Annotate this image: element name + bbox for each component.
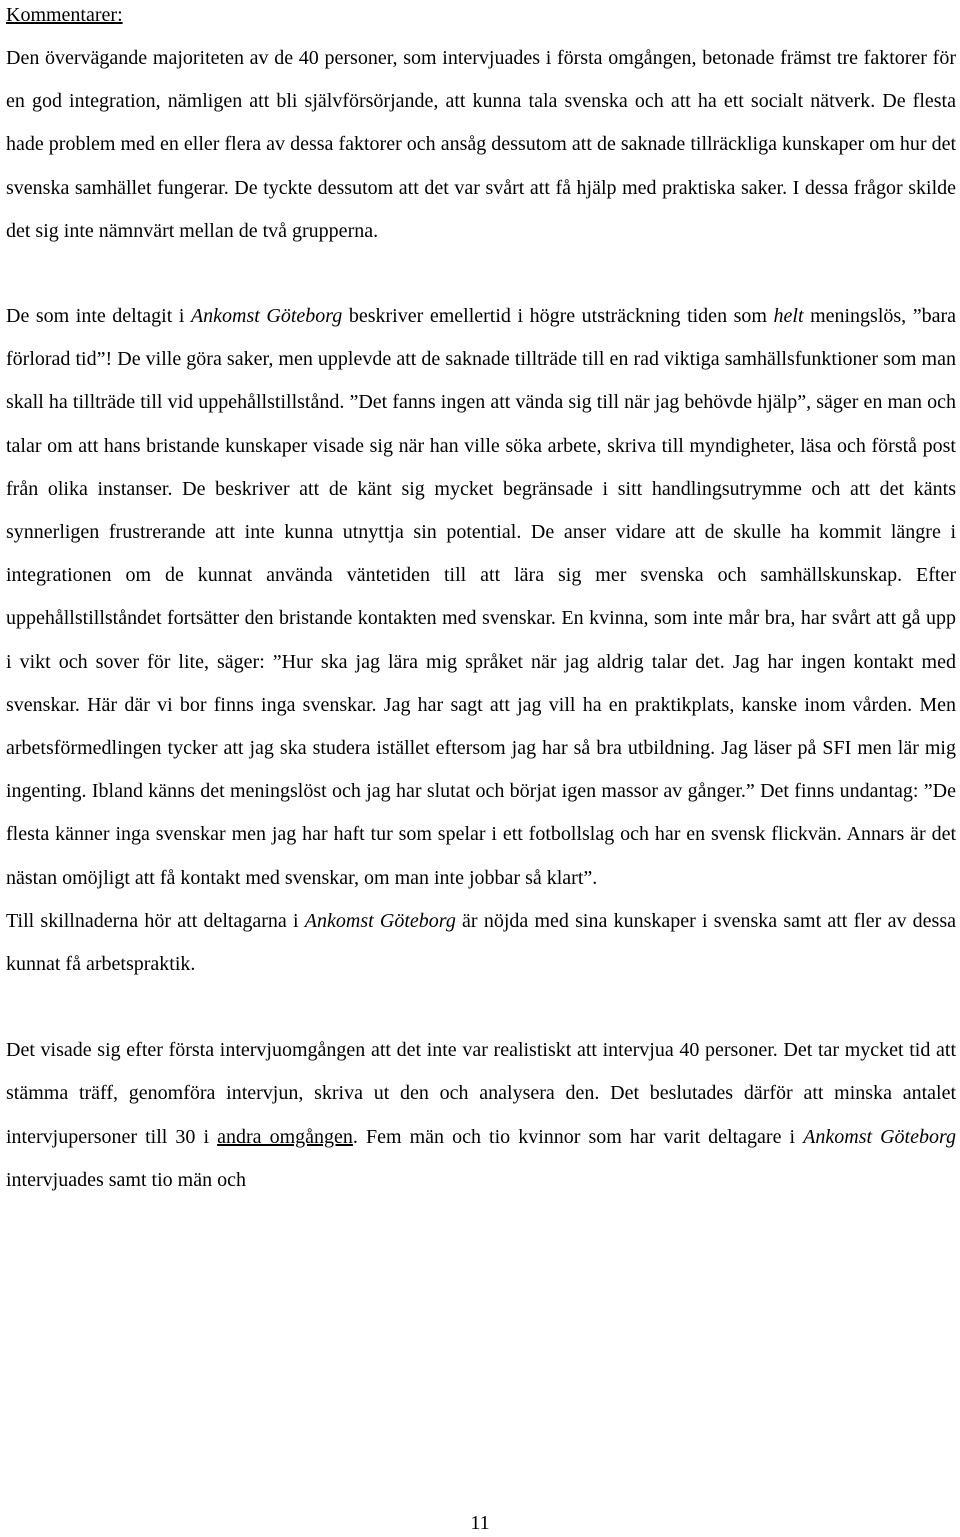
second-round-link[interactable]: andra omgången xyxy=(217,1125,353,1148)
paragraph-4-text-c: intervjuades samt tio män och xyxy=(6,1168,246,1191)
paragraph-2-text-c: meningslös, ”bara förlorad tid”! De ville göra saker, men upplevde att de saknade tillträde till en rad viktiga samhällsfunktioner som man skall ha tillträde till vid uppehållstillstånd. ”Det fanns ingen att vända sig till när jag behövde hjälp”, säger en man och talar om att hans bristande kunskaper visade sig när han ville söka arbete, skriva till myndigheter, läsa och förstå post från olika instanser. De beskriver att de känt sig mycket begränsade i sitt handlingsutrymme och att det känts synnerligen frustrerande att inte kunna utnyttja sin potential. De anser vidare att de skulle ha kommit längre i integrationen om de kunnat använda väntetiden till att lära sig mer svenska och samhällskunskap. Efter uppehållstillståndet fortsätter den bristande kontakten med svenskar. En kvinna, som inte mår bra, har svårt att gå upp i vikt och sover för lite, säger: ”Hur ska jag lära mig språket när jag aldrig talar det. Jag har ingen kontakt med svenskar. Här där vi bor finns inga svenskar. Jag har sagt att jag vill ha en praktikplats, kanske inom vården. Men arbetsförmedlingen tycker att jag ska studera istället eftersom jag har så bra utbildning. Jag läser på SFI men lär mig ingenting. Ibland känns det meningslöst och jag har slutat och börjat igen massor av gånger.” Det finns undantag: ”De flesta känner inga svenskar men jag har haft tur som spelar i ett fotbollslag och har en svensk flickvän. Annars är det nästan omöjligt att få kontakt med svenskar, om man inte jobbar så klart”. xyxy=(6,305,957,889)
paragraph-4-project-name: Ankomst Göteborg xyxy=(803,1125,957,1148)
paragraph-3 xyxy=(6,900,956,986)
paragraph-2-text-b: beskriver emellertid i högre utsträckning tiden som xyxy=(342,305,774,328)
paragraph-2 xyxy=(6,295,956,900)
paragraph-4-text-a: Det visade sig efter första intervjuomgången att det inte var realistiskt att intervjua 40 personer. Det tar mycket tid att stämma träff, genomföra intervjun, skriva ut den och analysera den. Det beslutades därför att minska antalet intervjupersoner till 30 i xyxy=(6,1039,956,1148)
paragraph-1 xyxy=(6,37,956,253)
paragraph-3-text-a: Till skillnaderna hör att deltagarna i xyxy=(6,909,305,932)
paragraph-3-project-name: Ankomst Göteborg xyxy=(304,909,456,932)
paragraph-4-text-b: . Fem män och tio kvinnor som har varit deltagare i xyxy=(352,1125,804,1148)
paragraph-4 xyxy=(6,1029,956,1202)
paragraph-2-text-a: De som inte deltagit i xyxy=(6,305,191,328)
paragraph-2-project-name: Ankomst Göteborg xyxy=(190,305,343,328)
page-number: 11 xyxy=(470,1512,490,1534)
paragraph-2-emphasis: helt xyxy=(773,305,804,328)
paragraph-3-text-b: är nöjda med sina kunskaper i svenska samt att fler av dessa kunnat få arbetspraktik. xyxy=(6,909,956,976)
section-heading: Kommentarer: xyxy=(6,4,123,26)
document-page xyxy=(6,0,956,1202)
paragraph-1-text: Den övervägande majoriteten av de 40 personer, som intervjuades i första omgången, betonade främst tre faktorer för en god integration, nämligen att bli självförsörjande, att kunna tala svenska och att ha ett socialt nätverk. De flesta hade problem med en eller flera av dessa faktorer och ansåg dessutom att de saknade tillräckliga kunskaper om hur det svenska samhället fungerar. De tyckte dessutom att det var svårt att få hjälp med praktiska saker. I dessa frågor skilde det sig inte nämnvärt mellan de två grupperna. xyxy=(6,47,956,242)
